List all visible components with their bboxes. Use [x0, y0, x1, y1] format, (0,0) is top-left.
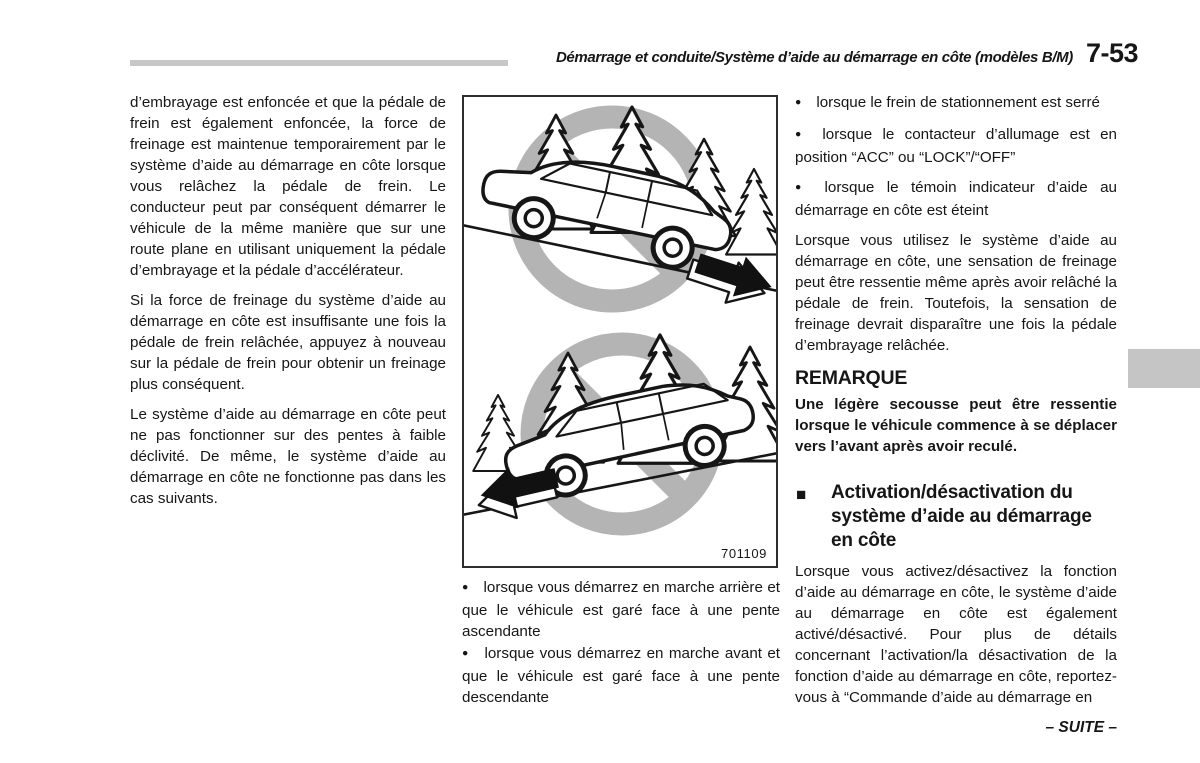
paragraph: Lorsque vous utilisez le système d’aide au démarrage en côte, une sensation de freinage peut être ressentie même après avoir relâché la pédale de frein. Toutefois, la sensation de freinage devrait disparaître une fois la pédale d’embrayage relâchée. — [795, 232, 1117, 354]
note-heading: REMARQUE — [795, 367, 908, 389]
list-item-text: lorsque le contacteur d’allumage est en position “ACC” ou “LOCK”/“OFF” — [795, 126, 1118, 166]
bullet-icon: ● — [462, 581, 469, 593]
section-marker-icon: ■ — [796, 485, 807, 504]
bullet-icon: ● — [795, 128, 808, 140]
right-column — [795, 92, 1117, 738]
running-title: Démarrage et conduite/Système d’aide au démarrage en côte (modèles B/M) — [550, 49, 1073, 66]
left-column — [130, 92, 446, 518]
list-item — [795, 177, 1117, 221]
section-heading — [795, 481, 1117, 553]
paragraph: Lorsque vous activez/désactivez la fonction d’aide au démarrage en côte, le système d’aide au démarrage en côte est également activé/désactivé. Pour plus de détails concernant l’activation/la désactivation de la fonction d’aide au démarrage en côte, reportez-vous à “Commande d’aide au démarrage en — [795, 563, 1117, 706]
list-item-text: lorsque vous démarrez en marche arrière et que le véhicule est garé face à une pente ascendante — [462, 579, 780, 640]
list-item — [462, 577, 780, 642]
bullet-icon: ● — [795, 181, 810, 193]
hill-forward-downhill-prohibited-illustration — [464, 329, 776, 566]
chapter-edge-tab — [1128, 349, 1200, 388]
list-item-text: lorsque le frein de stationnement est serré — [816, 94, 1100, 111]
section-heading-text: Activation/désactivation du système d’aide au démarrage en côte — [831, 482, 1092, 551]
list-item-text: lorsque vous démarrez en marche avant et que le véhicule est garé face à une pente descendante — [462, 645, 780, 706]
paragraph: Si la force de freinage du système d’aide au démarrage en côte est insuffisante une fois la pédale de frein relâchée, appuyez à nouveau sur la pédale de frein pour obtenir un freinage plus conséquent. — [130, 292, 446, 393]
list-item — [795, 92, 1117, 115]
list-item — [795, 124, 1117, 168]
page-number: 7-53 — [1085, 38, 1138, 68]
list-item-text: lorsque le témoin indicateur d’aide au démarrage en côte est éteint — [795, 179, 1117, 219]
bullet-icon: ● — [462, 647, 470, 659]
hill-reverse-uphill-prohibited-illustration — [464, 97, 776, 329]
continuation-marker: – SUITE – — [1045, 719, 1117, 736]
figure-reference-number: 701109 — [720, 546, 767, 561]
figure-box — [462, 95, 778, 568]
note-body: Une légère secousse peut être ressentie lorsque le véhicule commence à se déplacer vers l’avant après avoir reculé. — [795, 396, 1117, 455]
page-header — [440, 38, 1138, 69]
bullet-icon: ● — [795, 96, 802, 108]
paragraph: Le système d’aide au démarrage en côte peut ne pas fonctionner sur des pentes à faible déclivité. De même, le système d’aide au démarrage en côte ne fonctionne pas dans les cas suivants. — [130, 406, 446, 507]
list-item — [462, 643, 780, 708]
paragraph: d’embrayage est enfoncée et que la pédale de frein est également enfoncée, la force de freinage est maintenue temporairement par le système d’aide au démarrage en côte lorsque vous relâchez la pédale de frein. Le conducteur peut par conséquent démarrer le véhicule de la même manière que sur une route plane en utilisant uniquement la pédale d’embrayage et la pédale d’accélérateur. — [130, 94, 446, 279]
middle-column-bullets — [462, 577, 780, 709]
